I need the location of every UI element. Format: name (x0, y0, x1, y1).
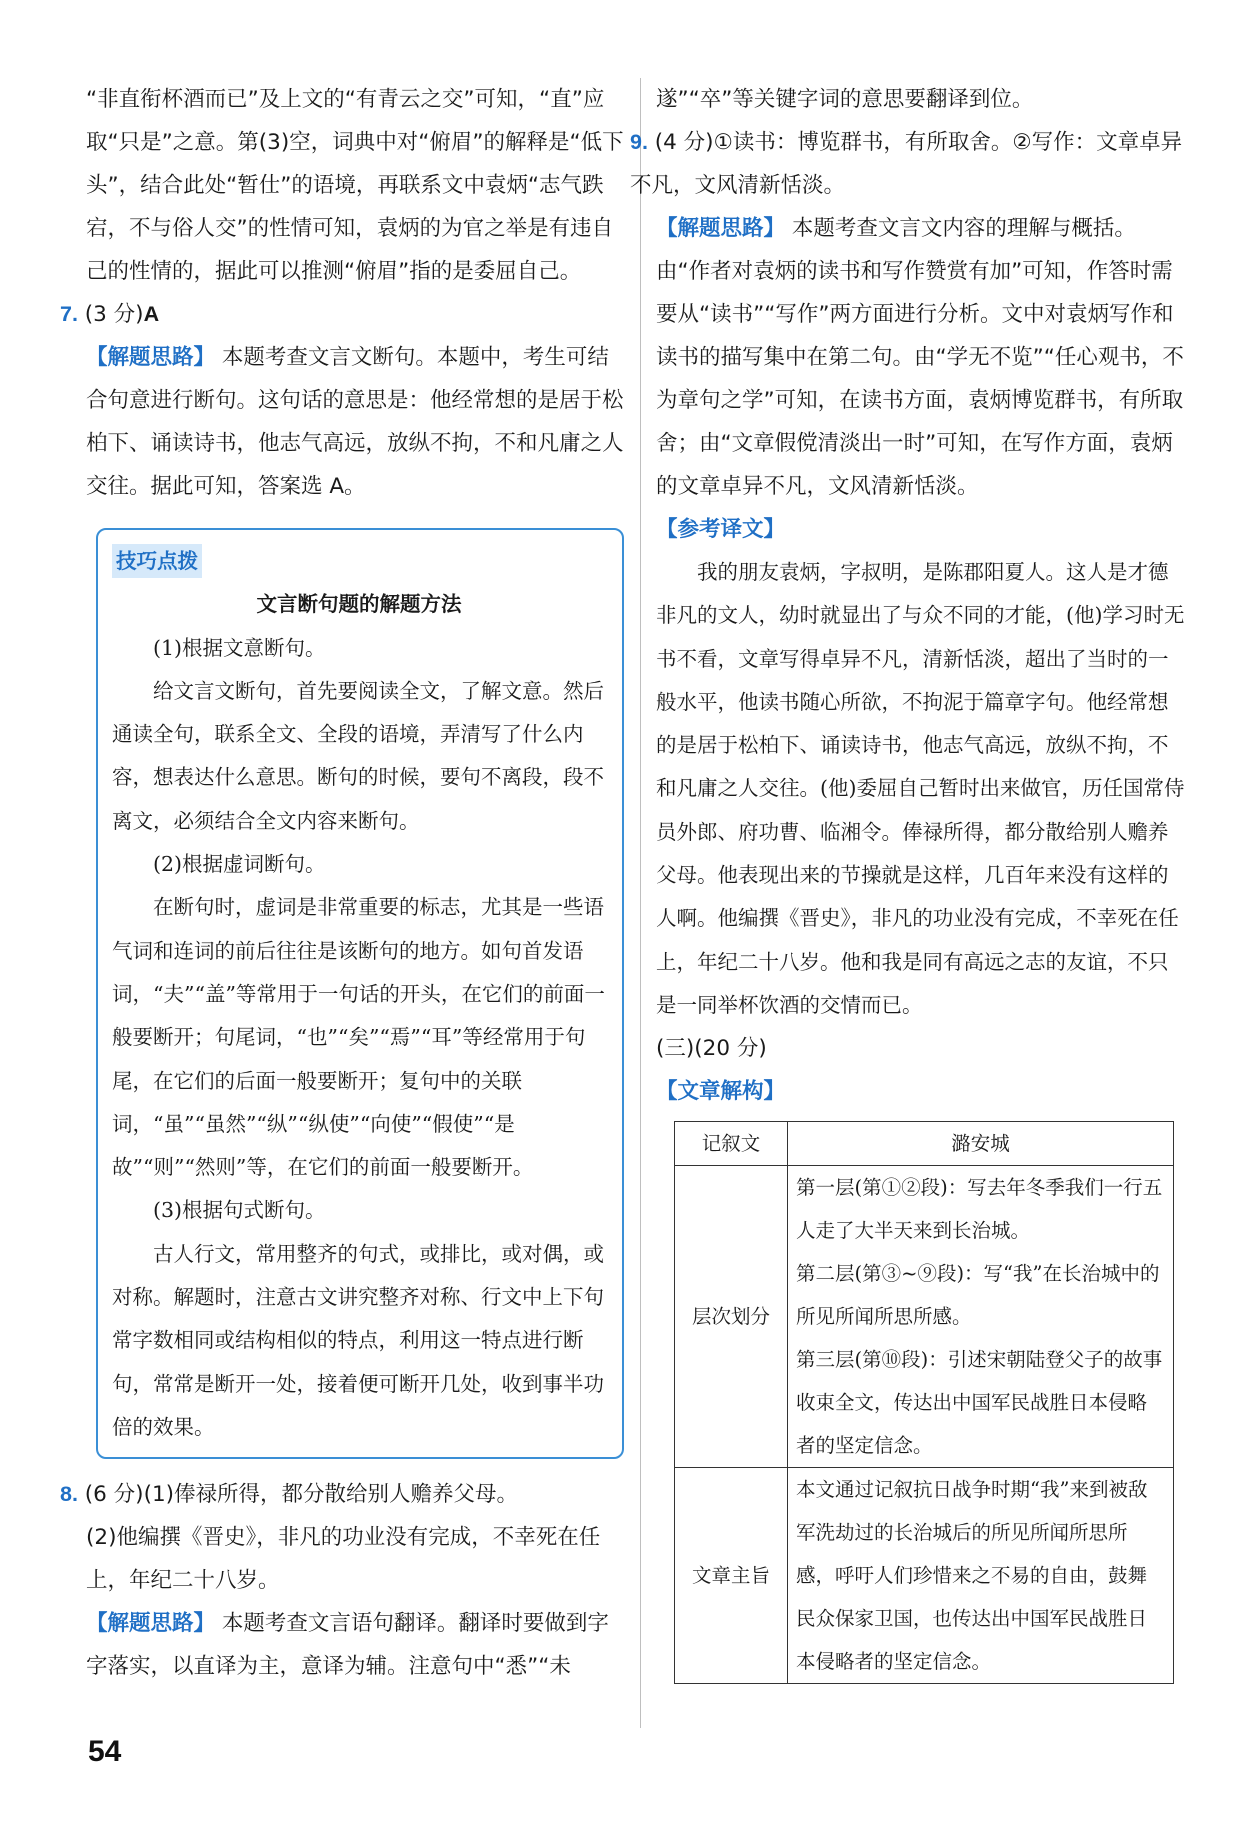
tips-box (96, 528, 624, 1459)
table-cell-layers-label: 层次划分 (675, 1166, 788, 1468)
q8-score: (6 分) (84, 1482, 144, 1508)
tip-para-3: 古人行文，常用整齐的句式，或排比，或对偶，或对称。解题时，注意古文讲究整齐对称、行文中上下句常字数相同或结构相似的特点，利用这一特点进行断句，常常是断开一处，接着便可断开几处，收到事半功倍的效果。 (112, 1241, 604, 1439)
q9-analysis (656, 207, 1186, 508)
reference-translation: 我的朋友袁炳，字叔明，是陈郡阳夏人。这人是才德非凡的文人，幼时就显出了与众不同的才能，(他)学习时无书不看，文章写得卓异不凡，清新恬淡，超出了当时的一般水平，他读书随心所欲，不拘泥于篇章字句。他经常想的是居于松柏下、诵读诗书，他志气高远，放纵不拘，不和凡庸之人交往。(他)委屈自己暂时出来做官，历任国常侍员外郎、府功曹、临湘令。俸禄所得，都分散给别人赡养父母。他表现出来的节操就是这样，几百年来没有这样的人啊。他编撰《晋史》，非凡的功业没有完成，不幸死在任上，年纪二十八岁。他和我是同有高远之志的友谊，不只是一同举杯饮酒的交情而已。 (656, 560, 1185, 1017)
q7-number: 7. (60, 302, 78, 326)
table-row (675, 1166, 1174, 1468)
page-number: 54 (88, 1735, 122, 1768)
q8-answer-1: (1)俸禄所得，都分散给别人赡养父母。 (143, 1482, 519, 1508)
q7-answer: A (143, 302, 160, 326)
q7-analysis (86, 336, 624, 508)
column-divider (640, 78, 641, 1728)
layer-3: 第三层(第⑩段)：引述宋朝陆登父子的故事收束全文，传达出中国军民战胜日本侵略者的坚定信念。 (796, 1348, 1163, 1458)
structure-tag: 【文章解构】 (656, 1079, 786, 1105)
tips-heading: 文言断句题的解题方法 (256, 592, 462, 617)
q7-tag: 【解题思路】 (86, 345, 216, 370)
q8-analysis (86, 1602, 624, 1688)
q9-answer: ①读书：博览群书，有所取舍。②写作：文章卓异不凡，文风清新恬淡。 (630, 130, 1183, 198)
tip-method-3: (3)根据句式断句。 (153, 1198, 326, 1223)
q9-header (630, 121, 1186, 207)
layer-2: 第二层(第③~⑨段)：写“我”在长治城中的所见所闻所思所感。 (796, 1262, 1160, 1329)
q8-continuation: 遂”“卒”等关键字词的意思要翻译到位。 (656, 87, 1034, 112)
table-cell-genre: 记叙文 (675, 1122, 788, 1166)
q7-text: 本题考查文言文断句。本题中，考生可结合句意进行断句。这句话的意思是：他经常想的是居于松柏下、诵读诗书，他志气高远，放纵不拘，不和凡庸之人交往。据此可知，答案选 A。 (86, 345, 624, 499)
q7-score: (3 分) (84, 302, 144, 327)
section-3-heading: (三)(20 分) (656, 1036, 767, 1062)
tip-method-2: (2)根据虚词断句。 (153, 852, 326, 877)
tip-para-2: 在断句时，虚词是非常重要的标志，尤其是一些语气词和连词的前后往往是该断句的地方。如句首发语词，“夫”“盖”等常用于一句话的开头，在它们的前面一般要断开；句尾词，“也”“矣”“焉”“耳”等经常用于句尾，在它们的后面一般要断开；复句中的关联词，“虽”“虽然”“纵”“纵使”“向使”“假使”“是故”“则”“然则”等，在它们的前面一般要断开。 (112, 895, 605, 1180)
q8-number: 8. (60, 1482, 78, 1507)
q8-tag: 【解题思路】 (86, 1611, 216, 1637)
q6-continuation: “非直衔杯酒而已”及上文的“有青云之交”可知，“直”应取“只是”之意。第(3)空，词典中对“俯眉”的解释是“低下头”，结合此处“暂仕”的语境，再联系文中袁炳“志气跌宕，不与俗人交”的性情可知，袁炳的为官之举是有违自己的性情的，据此可以推测“俯眉”指的是委屈自己。 (86, 87, 624, 284)
q9-number: 9. (630, 130, 648, 154)
table-row (675, 1468, 1174, 1684)
q9-text: 本题考查文言文内容的理解与概括。由“作者对袁炳的读书和写作赞赏有加”可知，作答时需要从“读书”“写作”两方面进行分析。文中对袁炳写作和读书的描写集中在第二句。由“学无不览”“任心观书，不为章句之学”可知，在读书方面，袁炳博览群书，有所取舍；由“文章假傥清淡出一时”可知，在写作方面，袁炳的文章卓异不凡，文风清新恬淡。 (656, 216, 1184, 499)
q7-header (60, 293, 624, 336)
tip-para-1: 给文言文断句，首先要阅读全文，了解文意。然后通读全句，联系全文、全段的语境，弄清写了什么内容，想表达什么意思。断句的时候，要句不离段，段不离文，必须结合全文内容来断句。 (112, 678, 604, 833)
table-cell-layers (788, 1166, 1174, 1468)
q9-tag: 【解题思路】 (656, 216, 786, 241)
table-cell-title: 潞安城 (788, 1122, 1174, 1166)
right-column (630, 78, 1186, 1684)
tip-method-1: (1)根据文意断句。 (153, 635, 326, 660)
tips-title: 技巧点拨 (112, 544, 202, 578)
table-cell-theme: 本文通过记叙抗日战争时期“我”来到被敌军洗劫过的长治城后的所见所闻所思所感，呼吁人们珍惜来之不易的自由，鼓舞民众保家卫国，也传达出中国军民战胜日本侵略者的坚定信念。 (788, 1468, 1174, 1684)
left-column (60, 78, 624, 1688)
structure-table (674, 1121, 1174, 1684)
table-cell-theme-label: 文章主旨 (675, 1468, 788, 1684)
q9-score: (4 分) (654, 130, 714, 155)
q8-answer-2: (2)他编撰《晋史》，非凡的功业没有完成，不幸死在任上，年纪二十八岁。 (86, 1525, 601, 1594)
q8-header (60, 1473, 624, 1516)
layer-1: 第一层(第①②段)：写去年冬季我们一行五人走了大半天来到长治城。 (796, 1176, 1163, 1243)
table-row (675, 1122, 1174, 1166)
reference-translation-tag: 【参考译文】 (656, 517, 786, 542)
q8-text: 本题考查文言语句翻译。翻译时要做到字字落实，以直译为主，意译为辅。注意句中“悉”“未 (86, 1611, 609, 1680)
